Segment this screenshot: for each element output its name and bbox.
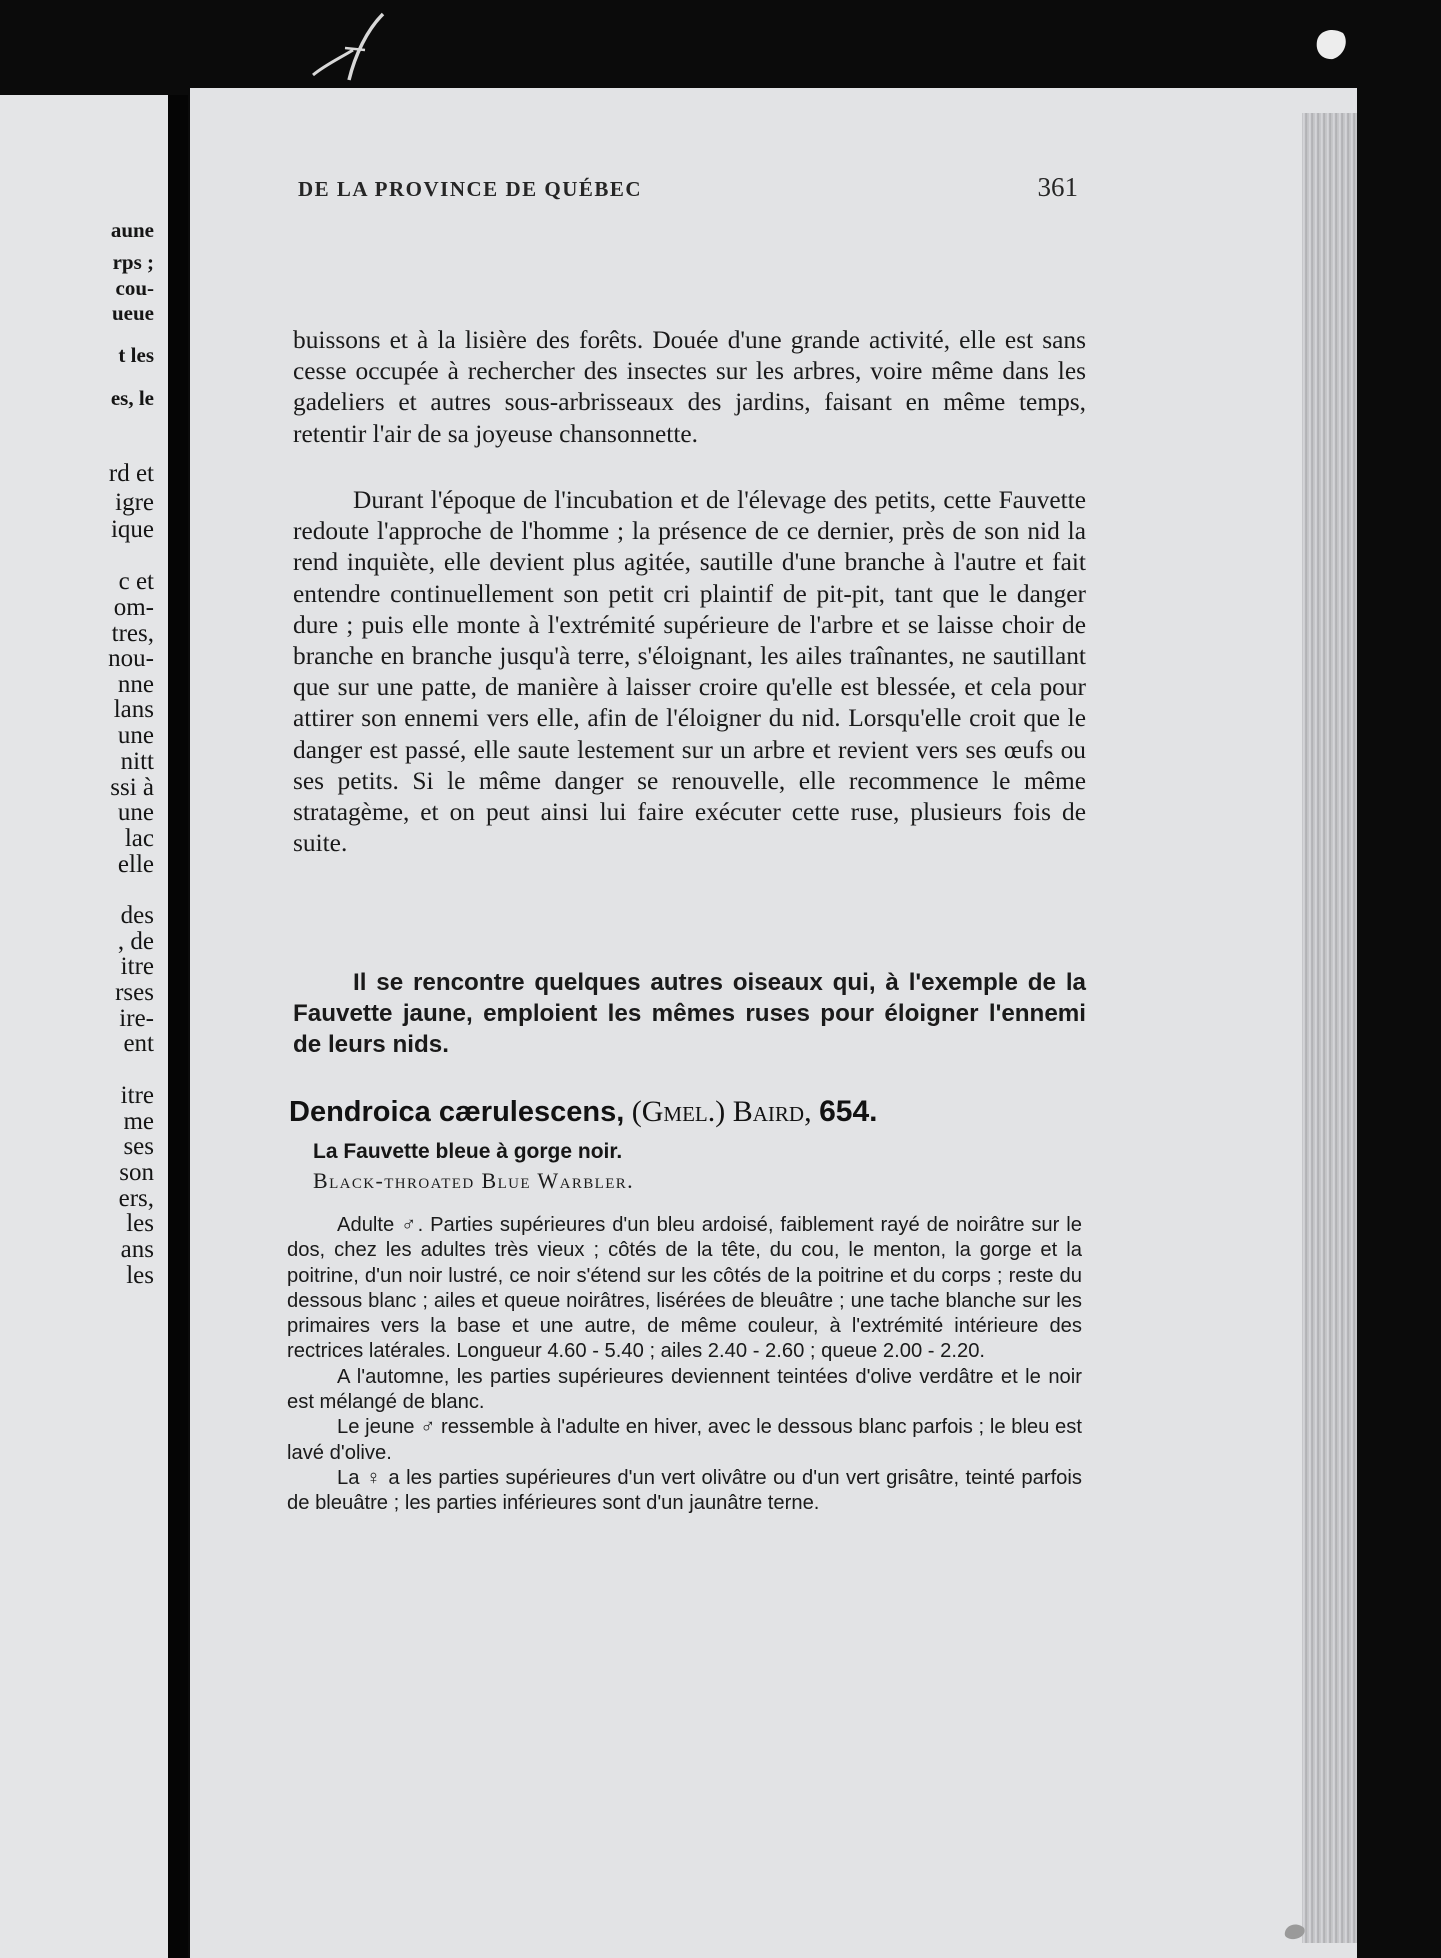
running-head-title: DE LA PROVINCE DE QUÉBEC <box>298 177 643 201</box>
species-number: 654. <box>819 1095 878 1128</box>
page-edge-stack <box>1302 113 1357 1943</box>
left-page-fragment: igre <box>115 489 154 516</box>
description-paragraph: Le jeune ♂ ressemble à l'adulte en hiver, avec le dessous blanc parfois ; le bleu est lavé d'olive. <box>287 1416 1082 1464</box>
description-paragraph: Adulte ♂. Parties supérieures d'un bleu ardoisé, faiblement rayé de noirâtre sur le dos, chez les adultes très vieux ; côtés de la tête, du cou, le menton, la gorge et la poitrine, d'un noir lustré, ce noir s'étend sur les côtés de la poitrine et du corps ; reste du dessous blanc ; ailes et queue noirâtres, lisérées de bleuâtre ; une tache blanche sur les primaires vers la base et une autre, de même couleur, à l'extrémité intérieure des rectrices latérales. Longueur 4.60 - 5.40 ; ailes 2.40 - 2.60 ; queue 2.00 - 2.20. <box>287 1214 1082 1363</box>
page-number: 361 <box>1037 172 1078 202</box>
english-common-name: Black-throated Blue Warbler. <box>313 1168 635 1193</box>
paragraph-text: Il se rencontre quelques autres oiseaux qui, à l'exemple de la Fauvette jaune, emploient les mêmes ruses pour éloigner l'ennemi de leurs nids. <box>293 969 1086 1058</box>
left-page-fragment: nitt <box>120 748 154 775</box>
left-page-fragment: itre <box>120 1082 154 1109</box>
left-page-fragment: les <box>126 1210 154 1237</box>
french-common-name: La Fauvette bleue à gorge noir. <box>313 1140 623 1163</box>
left-page-fragment: les <box>126 1262 154 1289</box>
left-page-fragment: lac <box>124 825 154 852</box>
paragraph-text: Durant l'époque de l'incubation et de l'élevage des petits, cette Fauvette redoute l'approche de l'homme ; la présence de ce dernier, près de son nid la rend inquiète, elle devient plus agitée, sautille d'une branche à l'autre et fait entendre continuellement son petit cri plaintif de pit-pit, tant que le danger dure ; puis elle monte à l'extrémité supérieure de l'arbre et se laisse choir de branche en branche jusqu'à terre, s'éloignant, les ailes traînantes, ne sautillant que sur une patte, de manière à laisser croire qu'elle est blessée, et cela pour attirer son ennemi vers elle, afin de l'éloigner du nid. Lorsqu'elle croit que le danger est passé, elle saute lestement sur un arbre et revient vers ses œufs ou ses petits. Si le même danger se renouvelle, elle recommence le même stratagème, et on peut ainsi lui faire exécuter cette ruse, plusieurs fois de suite. <box>293 486 1086 858</box>
left-page-fragment: rps ; <box>112 250 154 274</box>
left-page-fragment: aune <box>110 218 154 242</box>
pencil-annotation-mark <box>305 10 395 90</box>
left-page-fragment: une <box>117 799 154 826</box>
corner-mark <box>1313 27 1349 61</box>
running-head <box>298 172 1078 212</box>
description-paragraph: La ♀ a les parties supérieures d'un vert olivâtre ou d'un vert grisâtre, teinté parfois de bleuâtre ; les parties inférieures sont d'un jaunâtre terne. <box>287 1466 1082 1515</box>
left-page-fragment: ent <box>123 1030 154 1057</box>
paragraph-2 <box>293 485 1086 859</box>
left-page-fragment: om- <box>113 594 154 621</box>
left-page-fragment: des <box>120 902 154 929</box>
scientific-name: Dendroica cærulescens, <box>289 1096 625 1128</box>
left-page-fragment: rses <box>115 979 154 1006</box>
left-page-fragment: nou- <box>108 645 154 672</box>
left-page-fragment: elle <box>117 851 154 878</box>
left-page-fragment: me <box>123 1108 154 1135</box>
species-heading <box>289 1095 877 1129</box>
species-authority: (Gmel.) Baird, <box>624 1095 820 1128</box>
paragraph-text: buissons et à la lisière des forêts. Douée d'une grande activité, elle est sans cesse occupée à rechercher des insectes sur les arbres, voire même dans les gadeliers et autres sous-arbrisseaux des jardins, faisant en même temps, retentir l'air de sa joyeuse chansonnette. <box>293 326 1086 448</box>
book-gutter <box>168 95 188 1958</box>
left-page-fragment: ses <box>123 1133 154 1160</box>
left-facing-page <box>0 95 168 1958</box>
left-page-fragment: lans <box>113 696 154 723</box>
left-page-fragment: nne <box>117 671 154 698</box>
description-paragraph: A l'automne, les parties supérieures deviennent teintées d'olive verdâtre et le noir est mélangé de blanc. <box>287 1365 1082 1414</box>
left-page-fragment: es, le <box>110 386 154 410</box>
left-page-fragment: t les <box>118 343 154 367</box>
species-description <box>287 1213 1082 1517</box>
left-page-fragment: tres, <box>111 620 154 647</box>
paragraph-1 <box>293 325 1086 450</box>
scan-speck <box>1282 1920 1308 1942</box>
left-page-fragment: itre <box>120 953 154 980</box>
left-page-fragment: ans <box>120 1236 154 1263</box>
left-page-fragment: une <box>117 722 154 749</box>
left-page-fragment: c et <box>118 568 154 595</box>
left-page-fragment: cou- <box>115 276 154 300</box>
left-page-fragment: rd et <box>108 460 154 487</box>
paragraph-3 <box>293 967 1086 1060</box>
left-page-fragment: ers, <box>118 1185 154 1212</box>
left-page-fragment: ssi à <box>110 774 154 801</box>
left-page-fragment: son <box>119 1159 154 1186</box>
left-page-fragment: ueue <box>112 301 154 325</box>
left-page-fragment: ire- <box>119 1005 154 1032</box>
left-page-fragment: , de <box>117 928 154 955</box>
left-page-fragment: ique <box>110 516 154 543</box>
